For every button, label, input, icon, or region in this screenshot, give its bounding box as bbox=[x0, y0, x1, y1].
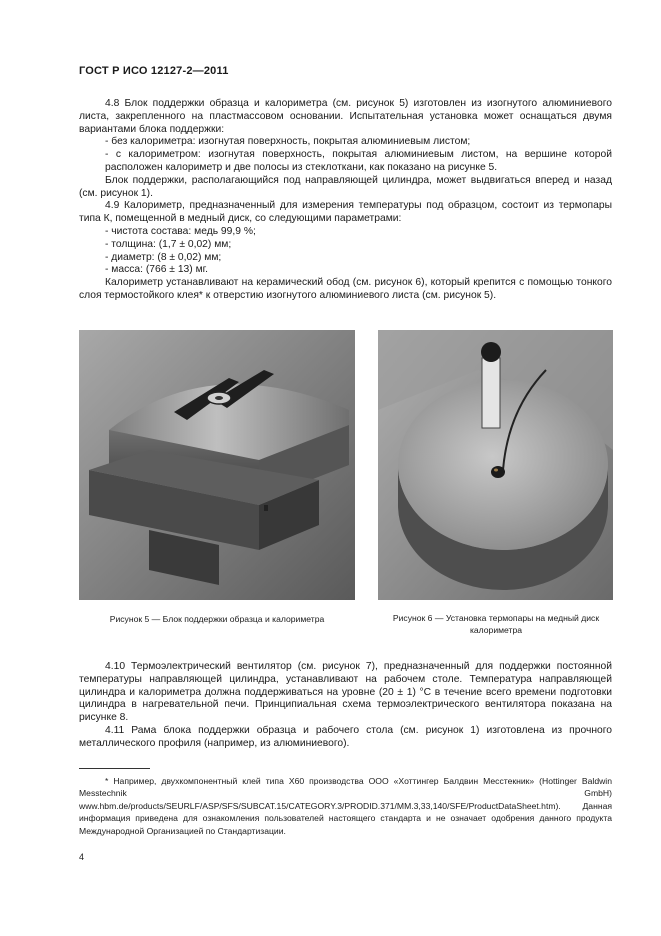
document-header: ГОСТ Р ИСО 12127-2—2011 bbox=[79, 65, 229, 77]
section-4-8 bbox=[79, 98, 612, 303]
list-item: - без калориметра: изогнутая поверхность, покрытая алюминиевым листом; bbox=[105, 136, 471, 148]
list-item: - диаметр: (8 ± 0,02) мм; bbox=[105, 251, 222, 263]
paragraph-4-9: 4.9 Калориметр, предназначенный для измерения температуры под образцом, состоит из термопары типа К, помещенной в медный диск, со следующими параметрами: bbox=[79, 200, 612, 225]
figure-5-photo bbox=[79, 330, 355, 600]
paragraph-mount: Калориметр устанавливают на керамический обод (см. рисунок 6), который крепится с помощью тонкого слоя термостойкого клея* к отверстию изогнутого алюминиевого листа (см. рисунок 5). bbox=[79, 277, 612, 301]
paragraph-4-10: 4.10 Термоэлектрический вентилятор (см. рисунок 7), предназначенный для поддержки постоянной температуры направляющей цилиндра, устанавливают на рабочем столе. Температура направляющей цилиндра и калориметра должна поддерживаться на уровне (20 ± 1) °С в течение всего времени подготовки цилиндра в нагревательной печи. Принципиальная схема термоэлектрического вентилятора показана на рисунке 8. bbox=[79, 661, 612, 724]
list-item: - толщина: (1,7 ± 0,02) мм; bbox=[105, 238, 232, 250]
figure-5-caption: Рисунок 5 — Блок поддержки образца и калориметра bbox=[109, 614, 325, 624]
figure-6-photo bbox=[378, 330, 613, 600]
footnote bbox=[79, 775, 612, 837]
paragraph-4-11: 4.11 Рама блока поддержки образца и рабочего стола (см. рисунок 1) изготовлена из прочного металлического профиля (например, из алюминиевого). bbox=[79, 724, 612, 749]
figure-6-caption: Рисунок 6 — Установка термопары на медный диск калориметра bbox=[392, 613, 600, 635]
list-item: - чистота состава: медь 99,9 %; bbox=[105, 225, 256, 237]
footnote-divider bbox=[79, 768, 150, 769]
paragraph-note: Блок поддержки, располагающийся под направляющей цилиндра, может выдвигаться вперед и назад (см. рисунок 1). bbox=[79, 174, 612, 199]
list-item: - с калориметром: изогнутая поверхность, покрытая алюминиевым листом, на вершине которой расположен калориметр и две полосы из стеклоткани, как показано на рисунке 5. bbox=[105, 149, 612, 173]
page-number: 4 bbox=[79, 852, 85, 862]
sections-4-10-4-11 bbox=[79, 661, 612, 751]
paragraph-4-8: 4.8 Блок поддержки образца и калориметра (см. рисунок 5) изготовлен из изогнутого алюминиевого листа, закрепленного на пластмассовом основании. Испытательная установка может оснащаться двумя вариантами блока поддержки: bbox=[79, 98, 612, 135]
list-item: - масса: (766 ± 13) мг. bbox=[105, 264, 209, 276]
footnote-text: * Например, двухкомпонентный клей типа X60 производства ООО «Хоттингер Балдвин Месстекник» (Hottinger Baldwin Messtechnik GmbH) www.hbm.de/products/SEURLF/ASP/SFS/SUBCAT.15/CATEGORY.3/PRODID.371/MM.3,33,140/SFE/ProductDataSheet.htm). Данная информация приведена для ознакомления пользователей настоящего стандарта и не означает одобрения данного продукта Международной Организацией по Стандартизации. bbox=[79, 776, 612, 836]
figures-row bbox=[79, 330, 612, 600]
